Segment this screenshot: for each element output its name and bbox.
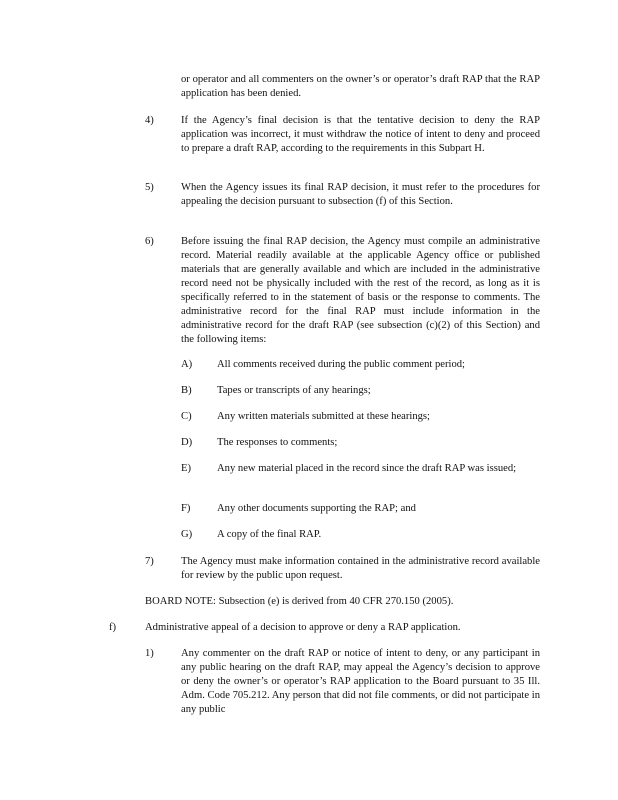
item-6-text: Before issuing the final RAP decision, the Agency must compile an administrative record. Material readily available at the applicable Agency office or published materials that are generally available and which are included in the administrative record need not be physically included with the rest of the record, as long as it is specifically referred to in the statement of basis or the response to comments. The administrative record for the final RAP must include information in the administrative record for the draft RAP (see subsection (c)(2) of this Section) and the following items: [181,236,540,345]
subitem-c-letter: C) [181,411,192,422]
item-4-text: If the Agency’s final decision is that the tentative decision to deny the RAP application was incorrect, it must withdraw the notice of intent to deny and proceed to prepare a draft RAP, according to the requirements in this Subpart H. [181,115,540,154]
section-f-heading: Administrative appeal of a decision to approve or deny a RAP application. [145,622,461,633]
item-5-text: When the Agency issues its final RAP decision, it must refer to the procedures for appealing the decision pursuant to subsection (f) of this Section. [181,182,540,207]
item-7-number: 7) [145,556,154,567]
subitem-g-text: A copy of the final RAP. [217,529,322,540]
board-note: BOARD NOTE: Subsection (e) is derived from 40 CFR 270.150 (2005). [145,596,454,607]
continuation-paragraph: or operator and all commenters on the owner’s or operator’s draft RAP that the RAP application has been denied. [181,74,540,99]
item-5-number: 5) [145,182,154,193]
item-7-text: The Agency must make information contained in the administrative record available for review by the public upon request. [181,556,540,581]
subitem-g-letter: G) [181,529,193,540]
subitem-d-letter: D) [181,437,193,448]
subitem-e-text: Any new material placed in the record since the draft RAP was issued; [217,463,517,474]
item-6-number: 6) [145,236,154,247]
item-f1-number: 1) [145,648,154,659]
subitem-b-letter: B) [181,385,192,396]
section-f-letter: f) [109,622,117,633]
item-f1-text: Any commenter on the draft RAP or notice of intent to deny, or any participant in any public hearing on the draft RAP, may appeal the Agency’s decision to approve or deny the owner’s or operator’s RAP application to the Board pursuant to 35 Ill. Adm. Code 705.212. Any person that did not file comments, or did not participate in any public [181,648,540,715]
subitem-f-letter: F) [181,503,191,514]
subitem-a-letter: A) [181,359,193,370]
subitem-d-text: The responses to comments; [217,437,338,448]
item-4-number: 4) [145,115,154,126]
subitem-e-letter: E) [181,463,191,474]
subitem-c-text: Any written materials submitted at these hearings; [217,411,430,422]
subitem-f-text: Any other documents supporting the RAP; and [217,503,416,514]
subitem-b-text: Tapes or transcripts of any hearings; [217,385,371,396]
subitem-a-text: All comments received during the public comment period; [217,359,466,370]
